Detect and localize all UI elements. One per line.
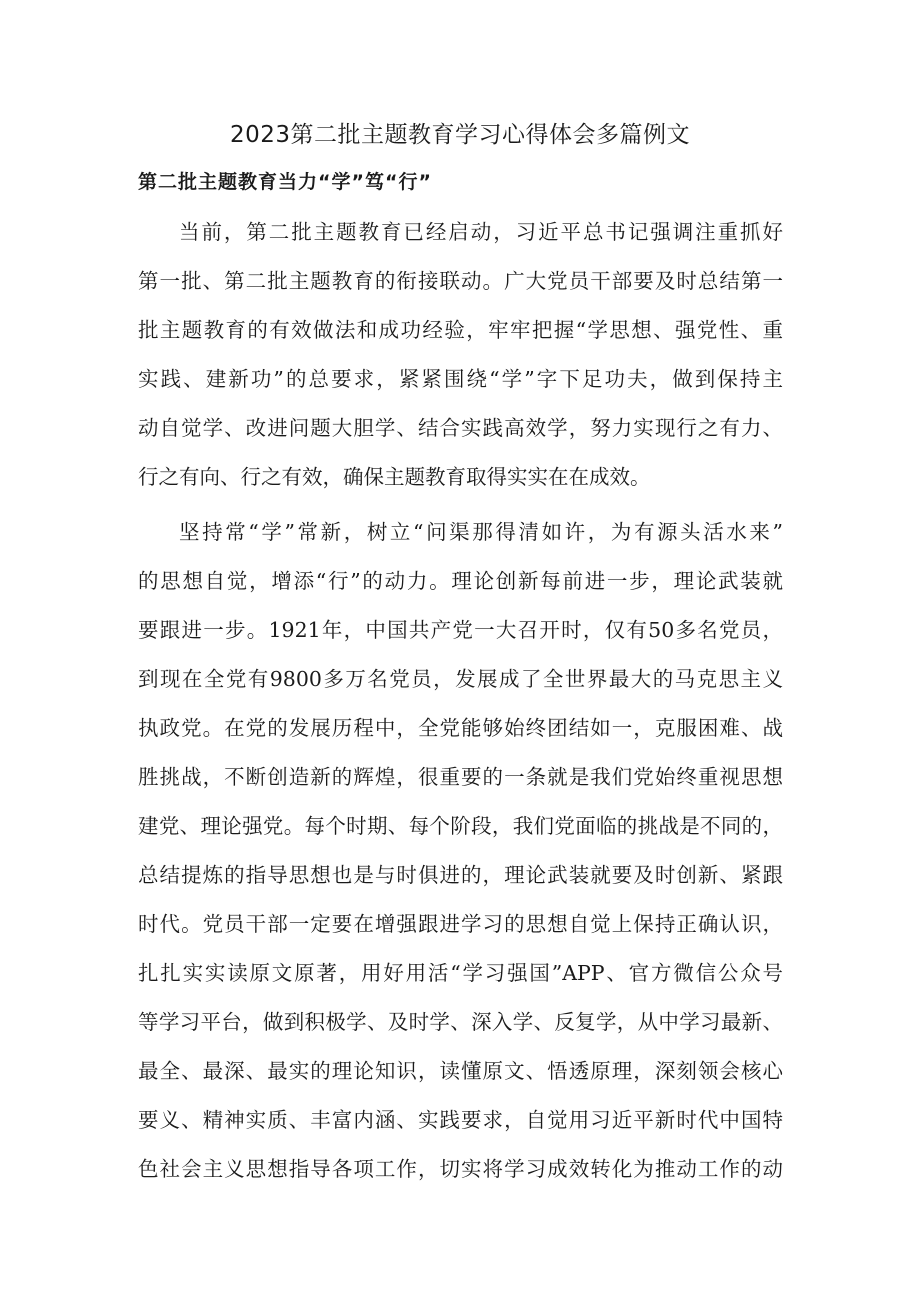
paragraph-line: 坚持常“学”常新，树立“问渠那得清如许，为有源头活水来” [179,520,783,544]
paragraph-line: 要跟进一步。1921年，中国共产党一大召开时，仅有50多名党员， [138,618,783,642]
paragraph-line: 第一批、第二批主题教育的衔接联动。广大党员干部要及时总结第一 [138,269,783,293]
document-title: 2023第二批主题教育学习心得体会多篇例文 [229,122,691,148]
paragraph-line: 胜挑战，不断创造新的辉煌，很重要的一条就是我们党始终重视思想 [138,765,783,789]
paragraph-line: 要义、精神实质、丰富内涵、实践要求，自觉用习近平新时代中国特 [138,1108,783,1132]
paragraph-line: 实践、建新功”的总要求，紧紧围绕“学”字下足功夫，做到保持主 [138,367,783,391]
paragraph-line: 总结提炼的指导思想也是与时俱进的，理论武装就要及时创新、紧跟 [138,863,783,887]
paragraph-line: 当前，第二批主题教育已经启动，习近平总书记强调注重抓好 [179,220,783,244]
paragraph-line: 扎扎实实读原文原著，用好用活“学习强国”APP、官方微信公众号 [138,961,783,985]
paragraph-line: 行之有向、行之有效，确保主题教育取得实实在在成效。 [138,465,651,489]
paragraph-line: 到现在全党有9800多万名党员，发展成了全世界最大的马克思主义 [138,667,783,691]
paragraph-line: 动自觉学、改进问题大胆学、结合实践高效学，努力实现行之有力、 [138,416,783,440]
paragraph-line: 时代。党员干部一定要在增强跟进学习的思想自觉上保持正确认识， [138,912,783,936]
paragraph-2 [138,508,783,1194]
paragraph-line: 最全、最深、最实的理论知识，读懂原文、悟透原理，深刻领会核心 [138,1059,783,1083]
paragraph-line: 建党、理论强党。每个时期、每个阶段，我们党面临的挑战是不同的， [138,814,783,838]
paragraph-line: 等学习平台，做到积极学、及时学、深入学、反复学，从中学习最新、 [138,1010,783,1034]
paragraph-line: 执政党。在党的发展历程中，全党能够始终团结如一，克服困难、战 [138,716,783,740]
paragraph-line: 的思想自觉，增添“行”的动力。理论创新每前进一步，理论武装就 [138,569,783,593]
paragraph-line: 批主题教育的有效做法和成功经验，牢牢把握“学思想、强党性、重 [138,318,783,342]
section-heading: 第二批主题教育当力“学”笃“行” [138,171,432,193]
paragraph-1 [138,208,783,502]
paragraph-line: 色社会主义思想指导各项工作，切实将学习成效转化为推动工作的动 [138,1157,783,1181]
